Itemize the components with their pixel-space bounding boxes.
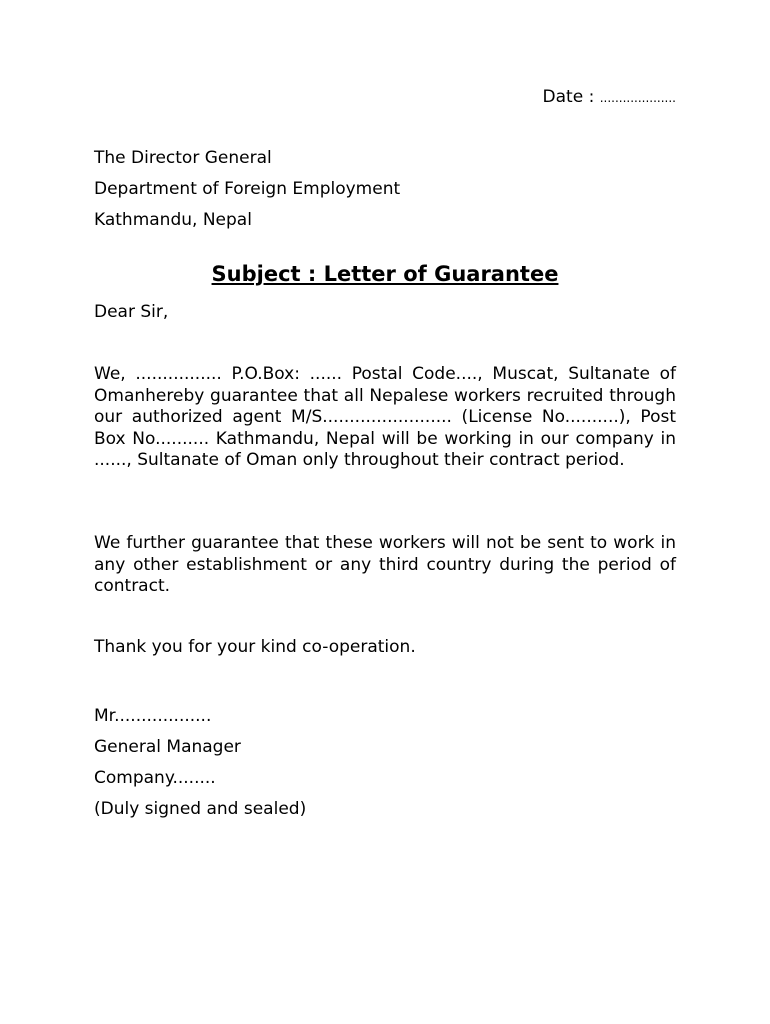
closing-line: Thank you for your kind co-operation. [94, 637, 416, 657]
signature-note: (Duly signed and sealed) [94, 799, 307, 819]
signatory-company: Company........ [94, 768, 216, 788]
date-label: Date : [542, 87, 600, 107]
date-value: .................... [599, 91, 676, 105]
salutation: Dear Sir, [94, 302, 169, 322]
recipient-line-2: Department of Foreign Employment [94, 179, 401, 199]
body-paragraph-2: We further guarantee that these workers will not be sent to work in any other establishment or any third country during the period of contract. [94, 533, 676, 596]
recipient-address [94, 143, 400, 236]
recipient-line-1: The Director General [94, 148, 272, 168]
signatory-name: Mr.................. [94, 706, 212, 726]
signatory-title: General Manager [94, 737, 241, 757]
recipient-line-3: Kathmandu, Nepal [94, 210, 252, 230]
subject-heading: Subject : Letter of Guarantee [211, 262, 559, 286]
body-paragraph-1: We, ................ P.O.Box: ...... Postal Code...., Muscat, Sultanate of Omanhereby guarantee that all Nepalese workers recruited through our authorized agent M/S........................ (License No..........), Post Box No.......... Kathmandu, Nepal will be working in our company in ......, Sultanate of Oman only throughout their contract period. [94, 364, 676, 470]
signature-block [94, 701, 306, 825]
date-line [543, 87, 676, 107]
